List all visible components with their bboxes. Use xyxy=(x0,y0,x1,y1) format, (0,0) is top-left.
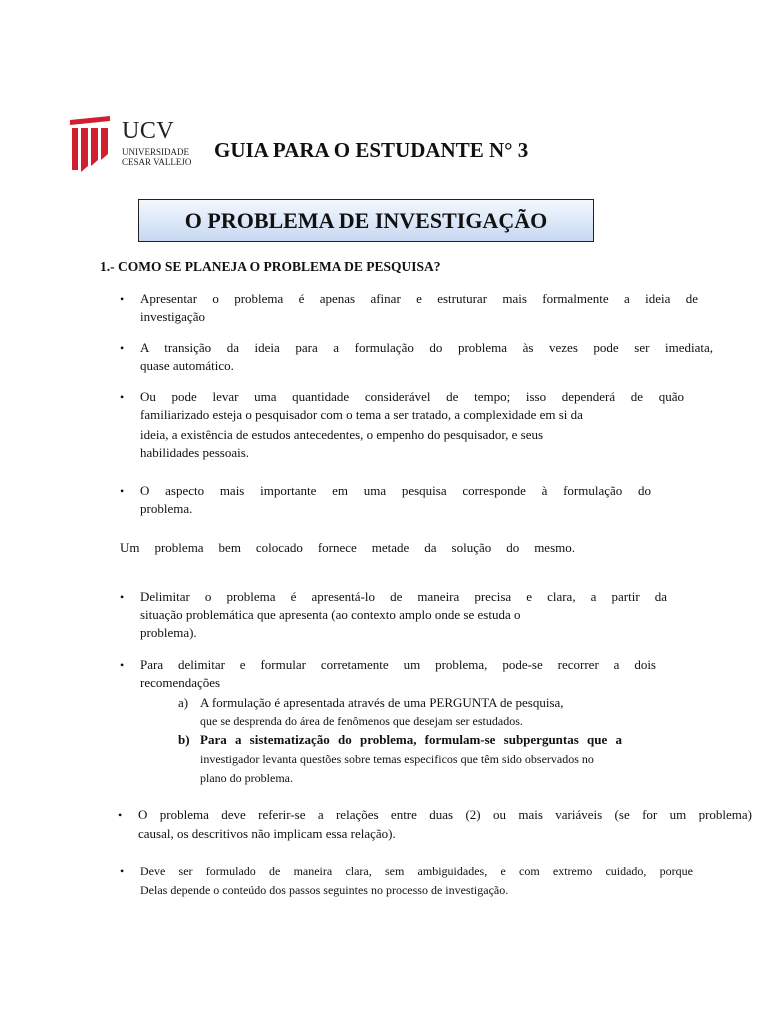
bullet-3-line-4: habilidades pessoais. xyxy=(140,445,250,460)
logo-name: UCV xyxy=(122,118,175,144)
logo-subtitle xyxy=(122,147,191,167)
ucv-logo-icon xyxy=(70,116,116,174)
bullet-3-line-1: Ou pode levar uma quantidade considerável de tempo; isso dependerá de quão xyxy=(140,389,684,404)
bullet-2-line-2: quase automático. xyxy=(140,358,234,373)
bullet-marker: • xyxy=(120,590,125,604)
bullet-3-line-3: ideia, a existência de estudos antecedentes, o empenho do pesquisador, e seus xyxy=(140,427,544,442)
subitem-a-line-1: A formulação é apresentada através de uma PERGUNTA de pesquisa, xyxy=(200,695,564,710)
bullet-marker: • xyxy=(120,484,125,498)
section-heading: 1.- COMO SE PLANEJA O PROBLEMA DE PESQUISA? xyxy=(100,259,441,274)
bullet-1-line-1: Apresentar o problema é apenas afinar e estruturar mais formalmente a ideia de xyxy=(140,291,698,306)
topic-title-box xyxy=(138,199,594,242)
document-title: GUIA PARA O ESTUDANTE N° 3 xyxy=(214,138,529,162)
subitem-b-line-3: plano do problema. xyxy=(200,771,293,785)
bullet-5-line-3: problema). xyxy=(140,625,197,640)
bullet-8-line-1: Deve ser formulado de maneira clara, sem ambiguidades, e com extremo cuidado, porque xyxy=(140,864,693,878)
bullet-marker: • xyxy=(118,808,123,822)
bullet-7-line-1: O problema deve referir-se a relações entre duas (2) ou mais variáveis (se for um problema) xyxy=(138,807,752,822)
subitem-b-line-2: investigador levanta questões sobre temas especificos que têm sido observados no xyxy=(200,752,594,766)
bullet-6-line-2: recomendações xyxy=(140,675,221,690)
topic-title: O PROBLEMA DE INVESTIGAÇÃO xyxy=(184,207,548,233)
key-statement: Um problema bem colocado fornece metade da solução do mesmo. xyxy=(120,540,575,555)
bullet-6-line-1: Para delimitar e formular corretamente um problema, pode-se recorrer a dois xyxy=(140,657,656,672)
logo-subtitle-line-2: CESAR VALLEJO xyxy=(122,157,192,167)
logo-subtitle-line-1: UNIVERSIDADE xyxy=(122,147,189,157)
bullet-marker: • xyxy=(120,341,125,355)
subitem-b-line-1: Para a sistematização do problema, formulam-se subperguntas que a xyxy=(200,732,622,747)
bullet-4-line-1: O aspecto mais importante em uma pesquisa corresponde à formulação do xyxy=(140,483,651,498)
bullet-2-line-1: A transição da ideia para a formulação do problema às vezes pode ser imediata, xyxy=(140,340,713,355)
subitem-a-marker: a) xyxy=(178,695,189,710)
bullet-marker: • xyxy=(120,864,125,878)
bullet-marker: • xyxy=(120,390,125,404)
bullet-marker: • xyxy=(120,292,125,306)
bullet-4-line-2: problema. xyxy=(140,501,193,516)
bullet-marker: • xyxy=(120,658,125,672)
bullet-5-line-1: Delimitar o problema é apresentá-lo de maneira precisa e clara, a partir da xyxy=(140,589,667,604)
bullet-5-line-2: situação problemática que apresenta (ao contexto amplo onde se estuda o xyxy=(140,607,521,622)
subitem-b-marker: b) xyxy=(178,732,190,747)
bullet-3-line-2: familiarizado esteja o pesquisador com o tema a ser tratado, a complexidade em si da xyxy=(140,407,583,422)
bullet-8-line-2: Delas depende o conteúdo dos passos seguintes no processo de investigação. xyxy=(140,883,509,897)
university-logo xyxy=(70,116,190,174)
bullet-7-line-2: causal, os descritivos não implicam essa relação). xyxy=(138,826,396,841)
bullet-1-line-2: investigação xyxy=(140,309,205,324)
subitem-a-line-2: que se desprenda do área de fenômenos que desejam ser estudados. xyxy=(200,714,523,728)
